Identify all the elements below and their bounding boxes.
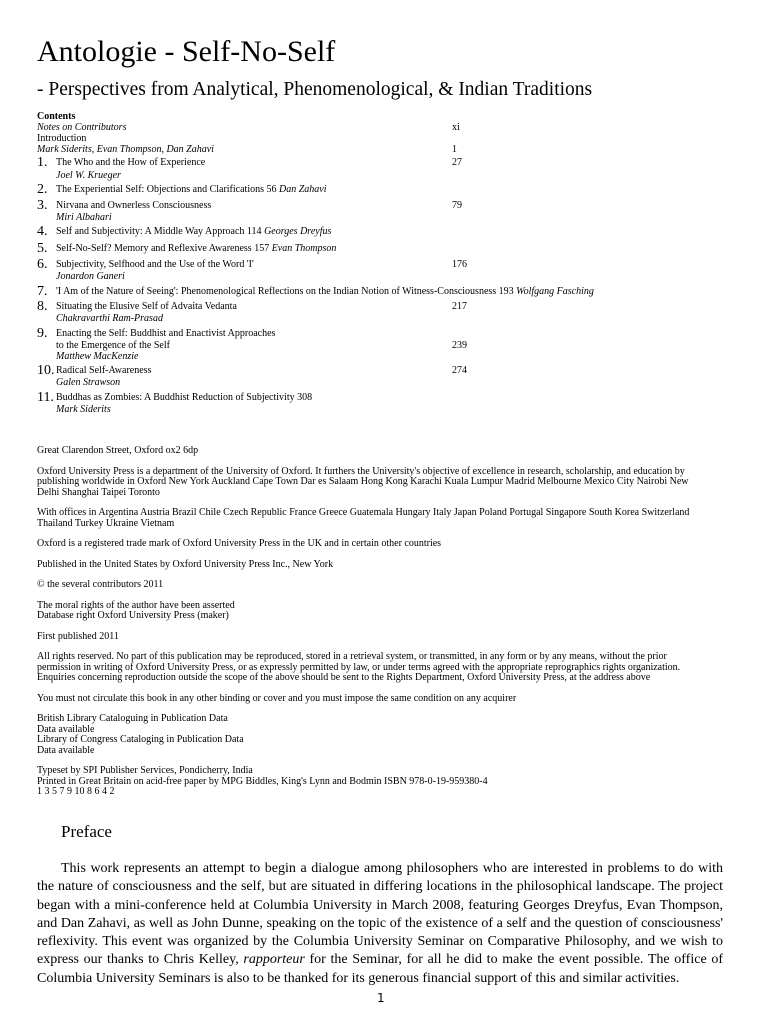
imprint-first-published: First published 2011: [37, 630, 119, 642]
imprint-address: Great Clarendon Street, Oxford ox2 6dp: [37, 445, 199, 456]
imprint-binding-condition: You must not circulate this book in any other binding or cover and you must impose the same condition on any acquirer: [37, 692, 517, 704]
toc-chapter-1: 1. The Who and the How of Experience 27: [37, 155, 462, 170]
toc-chapter-9-line-2: to the Emergence of the Self 239: [56, 340, 467, 351]
toc-front-contributors: Notes on Contributors xi: [37, 122, 460, 133]
toc-chapter-8: 8. Situating the Elusive Self of Advaita Vedanta 217: [37, 299, 467, 314]
toc-front-intro-authors: Mark Siderits, Evan Thompson, Dan Zahavi 1: [37, 144, 457, 155]
toc-chapter-10-author: Galen Strawson: [56, 377, 121, 388]
toc-chapter-8-author: Chakravarthi Ram-Prasad: [56, 313, 163, 324]
toc-front-introduction: Introduction: [37, 133, 87, 144]
toc-chapter-6-author: Jonardon Ganeri: [56, 271, 125, 282]
preface-paragraph: This work represents an attempt to begin a dialogue among philosophers who are interested in problems to do with the nature of consciousness and the self, but are situated in differing locations in the philosophical landscape. The project began with a mini-conference held at Columbia University in March 2008, featuring Georges Dreyfus, Evan Thompson, and Dan Zahavi, as well as John Dunne, speaking on the topic of the existence of a self and the question of consciousness' reflexivity. This event was organized by the Columbia University Seminar on Comparative Philosophy, and we wish to express our thanks to Chris Kelley, rapporteur for the Seminar, for all he did to make the event possible. The office of Columbia University Seminars is also to be thanked for its generous financial support of this and similar activities.: [37, 861, 723, 986]
contents-heading: Contents: [37, 111, 76, 122]
imprint-published-us: Published in the United States by Oxford University Press Inc., New York: [37, 558, 334, 570]
toc-chapter-3: 3. Nirvana and Ownerless Consciousness 79: [37, 198, 462, 213]
toc-chapter-11: 11. Buddhas as Zombies: A Buddhist Reduction of Subjectivity 308: [37, 390, 313, 405]
imprint-typeset-printed: Typeset by SPI Publisher Services, Pondicherry, India Printed in Great Britain on acid-free paper by MPG Biddles, King's Lynn and Bodmin ISBN 978-0-19-959380-4 1 3 5 7 9 10 8 6 4 2: [37, 765, 488, 797]
imprint-cataloguing: British Library Cataloguing in Publication Data Data available Library of Congress Cataloging in Publication Data Data available: [37, 713, 244, 756]
preface-heading: Preface: [61, 822, 112, 841]
toc-chapter-3-author: Miri Albahari: [56, 212, 112, 223]
imprint-moral-rights: The moral rights of the author have been asserted Database right Oxford University Press (maker): [37, 599, 235, 621]
imprint-block: [37, 446, 717, 808]
toc-chapter-5: 5. Self-No-Self? Memory and Reflexive Awareness 157 Evan Thompson: [37, 241, 337, 256]
toc-chapter-6: 6. Subjectivity, Selfhood and the Use of the Word 'I' 176: [37, 257, 467, 272]
imprint-offices: With offices in Argentina Austria Brazil Chile Czech Republic France Greece Guatemala Hungary Italy Japan Poland Portugal Singapore South Korea Switzerland Thailand Turkey Ukraine Vietnam: [37, 507, 690, 529]
book-title: Antologie - Self-No-Self: [37, 35, 336, 68]
toc-chapter-2: 2. The Experiential Self: Objections and Clarifications 56 Dan Zahavi: [37, 182, 327, 197]
imprint-rights-reserved: All rights reserved. No part of this publication may be reproduced, stored in a retrieval system, or transmitted, in any form or by any means, without the prior permission in writing of Oxford University Press, or as expressly permitted by law, or under terms agreed with the appropriate reprographics rights organization. Enquiries concerning reproduction outside the scope of the above should be sent to the Rights Department, Oxford University Press, at the address above: [37, 651, 681, 683]
toc-chapter-1-author: Joel W. Krueger: [56, 170, 121, 181]
toc-chapter-9-author: Matthew MacKenzie: [56, 351, 139, 362]
page-number: 1: [377, 991, 385, 1005]
book-subtitle: - Perspectives from Analytical, Phenomenological, & Indian Traditions: [37, 79, 593, 100]
toc-chapter-7: 7. 'I Am of the Nature of Seeing': Phenomenological Reflections on the Indian Notion of Witness-Consciousness 193 Wolfgang Fasching: [37, 284, 594, 299]
imprint-oup-statement: Oxford University Press is a department of the University of Oxford. It furthers the University's objective of excellence in research, scholarship, and education by publishing worldwide in Oxford New York Auckland Cape Town Dar es Salaam Hong Kong Karachi Kuala Lumpur Madrid Melbourne Mexico City Nairobi New Delhi Shanghai Taipei Toronto: [37, 465, 689, 498]
toc-chapter-9: 9. Enacting the Self: Buddhist and Enactivist Approaches: [37, 326, 276, 341]
toc-chapter-11-author: Mark Siderits: [56, 404, 111, 415]
toc-chapter-4: 4. Self and Subjectivity: A Middle Way Approach 114 Georges Dreyfus: [37, 224, 332, 239]
imprint-copyright: © the several contributors 2011: [37, 579, 164, 590]
imprint-trademark: Oxford is a registered trade mark of Oxford University Press in the UK and in certain other countries: [37, 538, 442, 549]
toc-chapter-10: 10. Radical Self-Awareness 274: [37, 363, 467, 378]
